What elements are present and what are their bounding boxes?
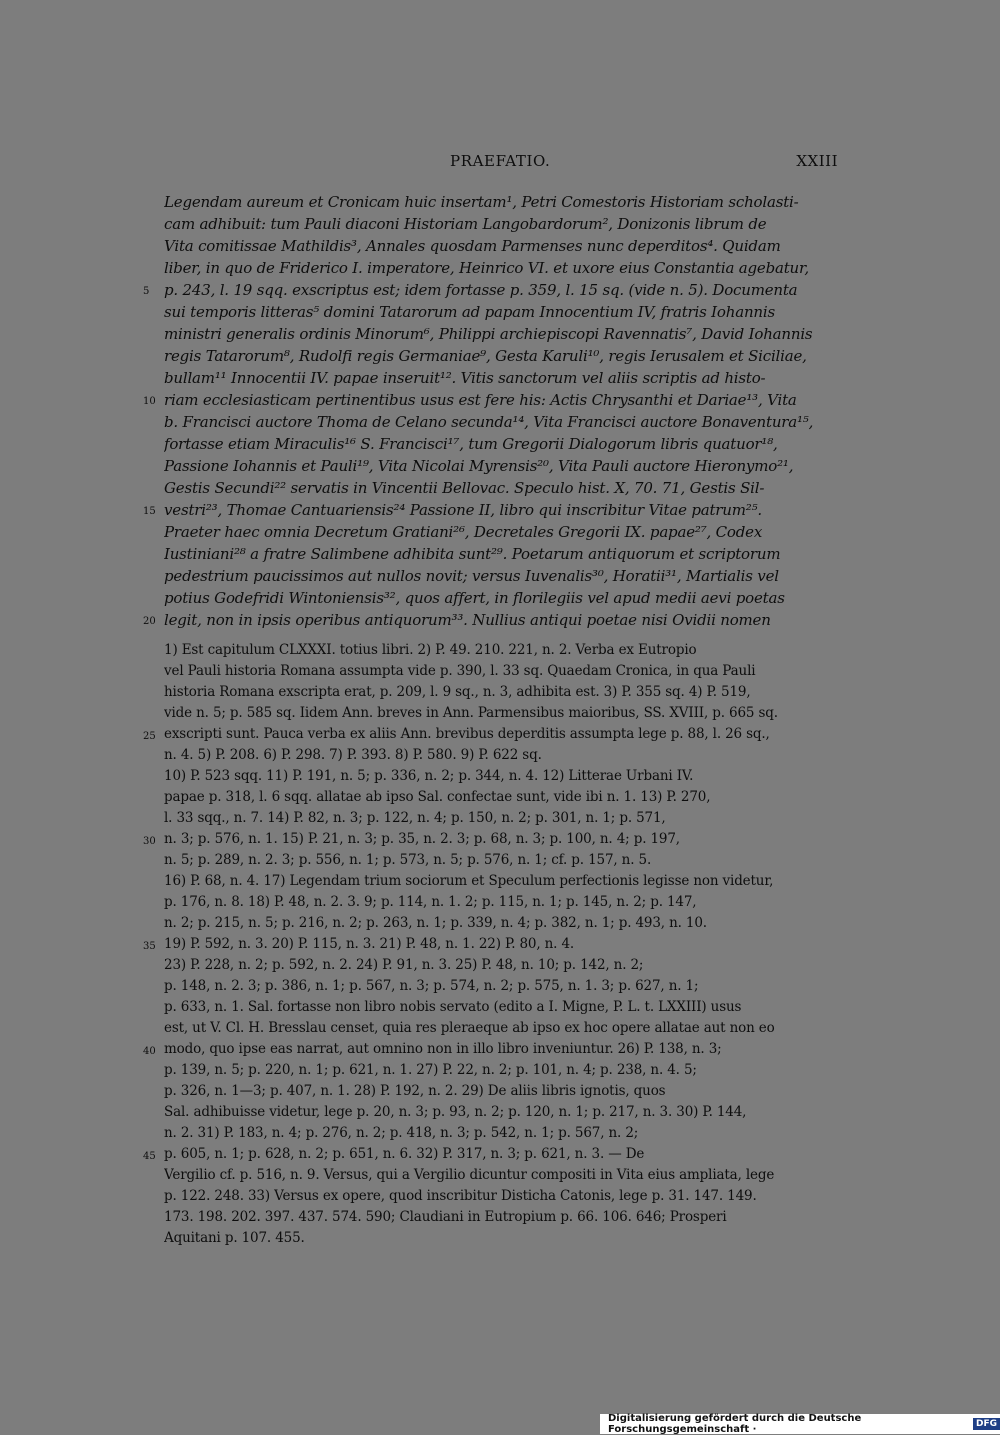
footnote-line: papae p. 318, l. 6 sqq. allatae ab ipso Sal. confectae sunt, vide ibi n. 1. 13) P. 270,: [164, 789, 711, 805]
footnote-line: exscripti sunt. Pauca verba ex aliis Ann. brevibus deperditis assumpta lege p. 88, l. 26 sq.,: [164, 726, 770, 742]
dfg-logo-icon: DFG: [973, 1418, 1000, 1430]
footnote-line: Vergilio cf. p. 516, n. 9. Versus, qui a Vergilio dicuntur compositi in Vita eius ampliata, lege: [164, 1167, 775, 1183]
line-number: 35: [143, 941, 156, 952]
funding-footer: [600, 1414, 1000, 1434]
line-number: 40: [143, 1046, 156, 1057]
text-line: Praeter haec omnia Decretum Gratiani²⁶, Decretales Gregorii IX. papae²⁷, Codex: [164, 523, 763, 541]
text-line: Iustiniani²⁸ a fratre Salimbene adhibita sunt²⁹. Poetarum antiquorum et scriptorum: [164, 545, 781, 563]
footnote-line: 1) Est capitulum CLXXXI. totius libri. 2) P. 49. 210. 221, n. 2. Verba ex Eutropio: [164, 642, 697, 658]
text-line: ministri generalis ordinis Minorum⁶, Philippi archiepiscopi Ravennatis⁷, David Iohannis: [164, 325, 813, 343]
footnote-line: 16) P. 68, n. 4. 17) Legendam trium sociorum et Speculum perfectionis legisse non videtur,: [164, 873, 774, 889]
text-line: sui temporis litteras⁵ domini Tatarorum ad papam Innocentium IV, fratris Iohannis: [164, 303, 775, 321]
footnote-line: l. 33 sqq., n. 7. 14) P. 82, n. 3; p. 122, n. 4; p. 150, n. 2; p. 301, n. 1; p. 571,: [164, 810, 666, 826]
text-line: potius Godefridi Wintoniensis³², quos affert, in florilegiis vel apud medii aevi poetas: [164, 589, 785, 607]
line-number: 5: [143, 286, 150, 297]
text-line: cam adhibuit: tum Pauli diaconi Historiam Langobardorum², Donizonis librum de: [164, 215, 767, 233]
footnote-line: Aquitani p. 107. 455.: [164, 1230, 305, 1246]
text-line: Gestis Secundi²² servatis in Vincentii Bellovac. Speculo hist. X, 70. 71, Gestis Sil-: [164, 479, 765, 497]
footnote-line: n. 4. 5) P. 208. 6) P. 298. 7) P. 393. 8) P. 580. 9) P. 622 sq.: [164, 747, 542, 763]
line-number: 20: [143, 616, 156, 627]
text-line: Legendam aureum et Cronicam huic insertam¹, Petri Comestoris Historiam scholasti-: [164, 193, 799, 211]
text-line: vestri²³, Thomae Cantuariensis²⁴ Passione II, libro qui inscribitur Vitae patrum²⁵.: [164, 501, 762, 519]
text-line: b. Francisci auctore Thoma de Celano secunda¹⁴, Vita Francisci auctore Bonaventura¹⁵,: [164, 413, 814, 431]
text-line: Vita comitissae Mathildis³, Annales quosdam Parmenses nunc deperditos⁴. Quidam: [164, 237, 781, 255]
text-line: p. 243, l. 19 sqq. exscriptus est; idem fortasse p. 359, l. 15 sq. (vide n. 5). Documenta: [164, 281, 798, 299]
footnote-line: historia Romana exscripta erat, p. 209, l. 9 sq., n. 3, adhibita est. 3) P. 355 sq. 4) P. 519,: [164, 684, 751, 700]
line-number: 45: [143, 1151, 156, 1162]
running-title: PRAEFATIO.: [450, 152, 551, 170]
text-line: legit, non in ipsis operibus antiquorum³³. Nullius antiqui poetae nisi Ovidii nomen: [164, 611, 771, 629]
line-number: 15: [143, 506, 156, 517]
footnote-line: 10) P. 523 sqq. 11) P. 191, n. 5; p. 336, n. 2; p. 344, n. 4. 12) Litterae Urbani IV.: [164, 768, 694, 784]
footnote-line: p. 122. 248. 33) Versus ex opere, quod inscribitur Disticha Catonis, lege p. 31. 147. 149.: [164, 1188, 757, 1204]
page-header: [164, 152, 838, 176]
footnote-line: 173. 198. 202. 397. 437. 574. 590; Claudiani in Eutropium p. 66. 106. 646; Prosperi: [164, 1209, 727, 1225]
footnote-line: p. 605, n. 1; p. 628, n. 2; p. 651, n. 6. 32) P. 317, n. 3; p. 621, n. 3. — De: [164, 1146, 645, 1162]
footnote-line: 23) P. 228, n. 2; p. 592, n. 2. 24) P. 91, n. 3. 25) P. 48, n. 10; p. 142, n. 2;: [164, 957, 644, 973]
footnote-line: n. 2. 31) P. 183, n. 4; p. 276, n. 2; p. 418, n. 3; p. 542, n. 1; p. 567, n. 2;: [164, 1125, 639, 1141]
footnote-line: n. 3; p. 576, n. 1. 15) P. 21, n. 3; p. 35, n. 2. 3; p. 68, n. 3; p. 100, n. 4; p. 197,: [164, 831, 680, 847]
line-number: 30: [143, 836, 156, 847]
text-line: pedestrium paucissimos aut nullos novit; versus Iuvenalis³⁰, Horatii³¹, Martialis vel: [164, 567, 779, 585]
footnote-line: p. 633, n. 1. Sal. fortasse non libro nobis servato (edito a I. Migne, P. L. t. LXXIII) usus: [164, 999, 742, 1015]
text-line: bullam¹¹ Innocentii IV. papae inseruit¹². Vitis sanctorum vel aliis scriptis ad histo-: [164, 369, 766, 387]
text-line: liber, in quo de Friderico I. imperatore, Heinrico VI. et uxore eius Constantia agebatur,: [164, 259, 809, 277]
footnote-line: n. 5; p. 289, n. 2. 3; p. 556, n. 1; p. 573, n. 5; p. 576, n. 1; cf. p. 157, n. 5.: [164, 852, 652, 868]
footnote-line: p. 148, n. 2. 3; p. 386, n. 1; p. 567, n. 3; p. 574, n. 2; p. 575, n. 1. 3; p. 627, n. 1;: [164, 978, 699, 994]
footnote-line: p. 139, n. 5; p. 220, n. 1; p. 621, n. 1. 27) P. 22, n. 2; p. 101, n. 4; p. 238, n. 4. 5;: [164, 1062, 697, 1078]
footnote-line: 19) P. 592, n. 3. 20) P. 115, n. 3. 21) P. 48, n. 1. 22) P. 80, n. 4.: [164, 936, 575, 952]
funding-text: Digitalisierung gefördert durch die Deutsche Forschungsgemeinschaft ·: [608, 1413, 862, 1435]
line-number: 10: [143, 396, 156, 407]
footnote-line: modo, quo ipse eas narrat, aut omnino non in illo libro inveniuntur. 26) P. 138, n. 3;: [164, 1041, 722, 1057]
footnote-line: n. 2; p. 215, n. 5; p. 216, n. 2; p. 263, n. 1; p. 339, n. 4; p. 382, n. 1; p. 493, n. 10.: [164, 915, 707, 931]
text-line: fortasse etiam Miraculis¹⁶ S. Francisci¹⁷, tum Gregorii Dialogorum libris quatuor¹⁸,: [164, 435, 778, 453]
text-line: regis Tatarorum⁸, Rudolfi regis Germaniae⁹, Gesta Karuli¹⁰, regis Ierusalem et Siciliae,: [164, 347, 807, 365]
line-number: 25: [143, 731, 156, 742]
page-number: XXIII: [796, 152, 838, 170]
footnote-line: vide n. 5; p. 585 sq. Iidem Ann. breves in Ann. Parmensibus maioribus, SS. XVIII, p. 665 sq.: [164, 705, 778, 721]
text-line: Passione Iohannis et Pauli¹⁹, Vita Nicolai Myrensis²⁰, Vita Pauli auctore Hieronymo²¹,: [164, 457, 794, 475]
text-line: riam ecclesiasticam pertinentibus usus est fere his: Actis Chrysanthi et Dariae¹³, Vita: [164, 391, 797, 409]
footnote-line: est, ut V. Cl. H. Bresslau censet, quia res pleraeque ab ipso ex hoc opere allatae aut non eo: [164, 1020, 775, 1036]
footnote-line: vel Pauli historia Romana assumpta vide p. 390, l. 33 sq. Quaedam Cronica, in qua Pauli: [164, 663, 756, 679]
footnote-line: Sal. adhibuisse videtur, lege p. 20, n. 3; p. 93, n. 2; p. 120, n. 1; p. 217, n. 3. 30) P. 144,: [164, 1104, 747, 1120]
footnote-line: p. 176, n. 8. 18) P. 48, n. 2. 3. 9; p. 114, n. 1. 2; p. 115, n. 1; p. 145, n. 2; p. 147,: [164, 894, 697, 910]
footnote-line: p. 326, n. 1—3; p. 407, n. 1. 28) P. 192, n. 2. 29) De aliis libris ignotis, quos: [164, 1083, 666, 1099]
